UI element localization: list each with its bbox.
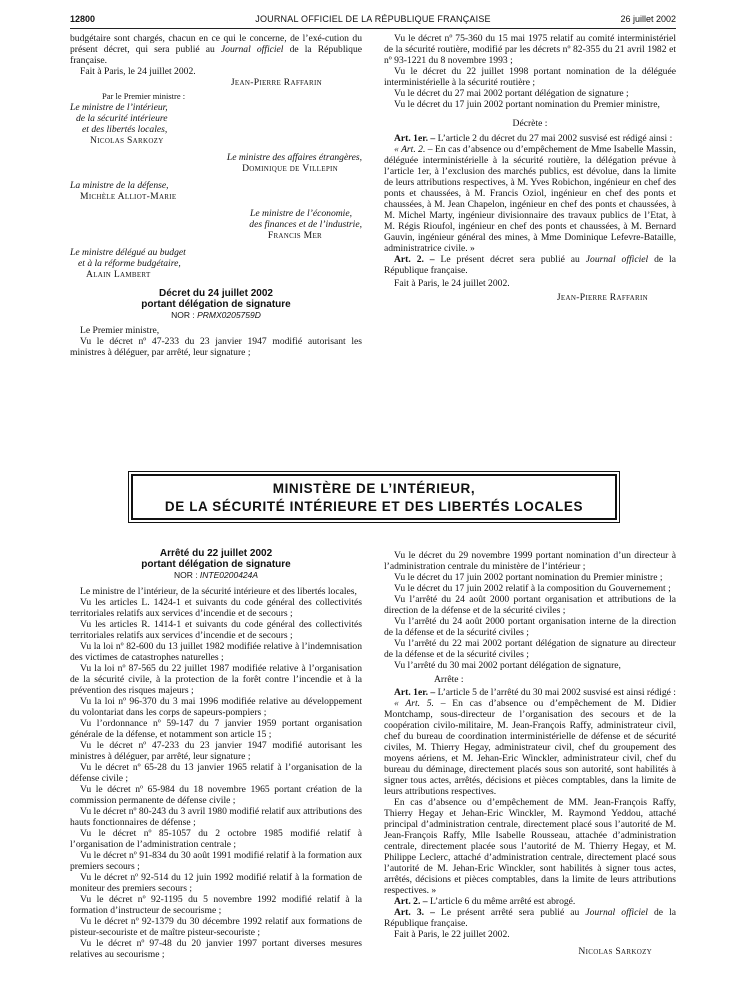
page-header — [70, 14, 676, 28]
bottom-right-column — [384, 550, 676, 957]
signature-villepin: Dominique de Villepin — [242, 163, 338, 174]
minister-interior-line1: Le ministre de l’intérieur, — [70, 102, 168, 113]
minister-economy-line1: Le ministre de l’économie, — [250, 208, 352, 219]
vu-decret-65-28: Vu le décret nº 65-28 du 13 janvier 1965 relatif à l’organisation de la défense civile ; — [70, 762, 362, 784]
issue-date: 26 juillet 2002 — [620, 14, 676, 24]
page-number: 12800 — [70, 14, 96, 24]
ministry-line1: MINISTÈRE DE L’INTÉRIEUR, — [272, 481, 476, 496]
vu-decret-29-novembre: Vu le décret du 29 novembre 1999 portant nomination d’un directeur à l’administration centrale du ministère de l’intérieur ; — [384, 550, 676, 572]
arrete-article-1: Art. 1er. – L’article 5 de l’arrêté du 30 mai 2002 susvisé est ainsi rédigé : — [394, 687, 676, 698]
minister-interior-line3: et des libertés locales, — [82, 124, 168, 135]
arrete-nor: NOR : INTE0200424A — [173, 570, 259, 580]
par-le-premier-ministre: Par le Premier ministre : — [102, 91, 186, 101]
vu-decret-91-834: Vu le décret nº 91-834 du 30 août 1991 modifié relatif à la formation aux premiers secours ; — [70, 850, 362, 872]
vu-decret-65-984: Vu le décret nº 65-984 du 18 novembre 1965 portant création de la commission permanente de défense civile ; — [70, 784, 362, 806]
signature-lambert: Alain Lambert — [86, 269, 151, 280]
ministry-banner — [131, 474, 617, 520]
vu-decret-92-514: Vu le décret nº 92-514 du 12 juin 1992 modifié relatif à la formation de moniteur des premiers secours ; — [70, 872, 362, 894]
minister-foreign-affairs: Le ministre des affaires étrangères, — [226, 152, 362, 163]
vu-decret-17-juin: Vu le décret du 17 juin 2002 portant nomination du Premier ministre, — [394, 99, 660, 110]
fait-line: Fait à Paris, le 24 juillet 2002. — [80, 66, 196, 77]
minister-defense: La ministre de la défense, — [70, 180, 169, 191]
arrete-article-5-quote: « Art. 5. – En cas d’absence ou d’empêchement de M. Didier Montchamp, sous-directeur de l’organisation des secours et de la coopération civilo-militaire, M. Jean-François Raffy, administrateur civil, chef du bureau de coordination interministérielle de défense et de sécurité civiles, M. Thierry Hegay, administrateur civil, chef du groupement des moyens aériens, et M. Jehan-Eric Winckler, administrateur civil, chef du bureau du déminage, directement placés sous son autorité, sont habilités à signer tous actes, arrêtés, décisions et pièces comptables, dans la limite de leurs attributions respectives. — [384, 698, 677, 797]
arrete-heading: Arrête : — [434, 674, 464, 685]
decret-title-line1: Décret du 24 juillet 2002 — [159, 288, 273, 299]
ministre-line: Le ministre de l’intérieur, de la sécurité intérieure et des libertés locales, — [80, 586, 357, 597]
arrete-title-line2: portant délégation de signature — [141, 559, 291, 570]
header-rule — [70, 28, 676, 29]
intro-paragraph: budgétaire sont chargés, chacun en ce qui le concerne, de l’exé-cution du présent décret, qui sera publié au Journal officiel de la République française. — [70, 33, 362, 66]
signature-sarkozy-arrete: Nicolas Sarkozy — [578, 946, 652, 957]
bottom-left-column — [70, 548, 362, 960]
vu-arrete-24-aout-organisation: Vu l’arrêté du 24 août 2000 portant organisation interne de la direction de la défense et de la sécurité civiles ; — [384, 616, 676, 638]
vu-decret-47-233: Vu le décret nº 47-233 du 23 janvier 1947 modifié autorisant les ministres à déléguer, par arrêté, leur signature ; — [70, 336, 362, 358]
decret-title-line2: portant délégation de signature — [141, 299, 291, 310]
decret-nor: NOR : PRMX0205759D — [171, 310, 261, 320]
signature-alliot-marie: Michèle Alliot-Marie — [80, 191, 177, 202]
vu-decret-92-1195: Vu le décret nº 92-1195 du 5 novembre 1992 modifié relatif à la formation d’instructeur de secourisme ; — [70, 894, 362, 916]
vu-decret-97-48: Vu le décret nº 97-48 du 20 janvier 1997 portant diverses mesures relatives au secourisme ; — [70, 938, 362, 960]
vu-articles-l-1424: Vu les articles L. 1424-1 et suivants du code général des collectivités territoriales relatifs aux services d’incendie et de secours ; — [70, 597, 362, 619]
signature-raffarin: Jean-Pierre Raffarin — [230, 77, 322, 88]
fait-line-right: Fait à Paris, le 24 juillet 2002. — [394, 278, 510, 289]
vu-decret-75-360: Vu le décret nº 75-360 du 15 mai 1975 relatif au comité interministériel de la sécurité routière, modifié par les décrets nº 82-355 du 21 avril 1982 et nº 93-1221 du 8 novembre 1993 ; — [384, 33, 676, 66]
top-right-column — [384, 33, 676, 303]
vu-ordonnance-59-147: Vu l’ordonnance nº 59-147 du 7 janvier 1959 portant organisation générale de la défense, et notamment son article 15 ; — [70, 718, 362, 740]
vu-decret-92-1379: Vu le décret nº 92-1379 du 30 décembre 1992 relatif aux formations de pisteur-secouriste et de maître pisteur-secouriste ; — [70, 916, 362, 938]
vu-decret-27-mai: Vu le décret du 27 mai 2002 portant délégation de signature ; — [394, 88, 629, 99]
signature-sarkozy: Nicolas Sarkozy — [90, 135, 164, 146]
minister-budget-line1: Le ministre délégué au budget — [70, 247, 186, 258]
minister-economy-line2: des finances et de l’industrie, — [249, 219, 362, 230]
vu-decret-1998: Vu le décret du 22 juillet 1998 portant nomination de la déléguée interministérielle à la sécurité routière ; — [384, 66, 676, 88]
arrete-article-3: Art. 3. – Le présent arrêté sera publié au Journal officiel de la République française. — [384, 907, 677, 929]
vu-decret-17-juin-composition: Vu le décret du 17 juin 2002 relatif à la composition du Gouvernement ; — [394, 583, 671, 594]
article-2-quote: « Art. 2. – En cas d’absence ou d’empêchement de Mme Isabelle Massin, déléguée interministérielle à la sécurité routière, la délégation prévue à l’article 1er, à l’exclusion des marchés publics, est dévolue, dans la limite de leurs attributions respectives, à M. Yves Robichon, ingénieur en chef des ponts et chaussées, à M. Francis Oziol, ingénieur en chef des ponts et chaussées, à M. Jean Chapelon, ingénieur en chef des ponts et chaussées, à M. Michel Marty, ingénieur divisionnaire des travaux publics de l’Etat, à M. Régis Rioufol, ingénieur en chef des ponts et chaussées, à M. Bernard Gauvin, ingénieur général des mines, à Mme Dominique Lefevre-Bataille, administratrice civile. » — [384, 144, 676, 254]
vu-arrete-22-mai: Vu l’arrêté du 22 mai 2002 portant délégation de signature au directeur de la défense et de la sécurité civiles ; — [384, 638, 676, 660]
article-1: Art. 1er. – L’article 2 du décret du 27 mai 2002 susvisé est rédigé ainsi : — [394, 133, 673, 144]
signature-mer: Francis Mer — [267, 230, 322, 241]
vu-decret-85-1057: Vu le décret nº 85-1057 du 2 octobre 1985 modifié relatif à l’organisation de l’administration centrale ; — [70, 828, 362, 850]
minister-budget-line2: et à la réforme budgétaire, — [78, 258, 181, 269]
decrete-heading: Décrète : — [512, 118, 548, 129]
journal-title: JOURNAL OFFICIEL DE LA RÉPUBLIQUE FRANÇAISE — [255, 14, 491, 24]
ministry-line2: DE LA SÉCURITÉ INTÉRIEURE ET DES LIBERTÉS LOCALES — [164, 499, 584, 514]
vu-loi-87-565: Vu la loi nº 87-565 du 22 juillet 1987 modifiée relative à l’organisation de la sécurité civile, à la protection de la forêt contre l’incendie et à la prévention des risques majeurs ; — [70, 663, 362, 696]
vu-decret-80-243: Vu le décret nº 80-243 du 3 avril 1980 modifié relatif aux attributions des hauts fonctionnaires de défense ; — [70, 806, 362, 828]
vu-decret-47-233: Vu le décret nº 47-233 du 23 janvier 1947 modifié autorisant les ministres à déléguer, par arrêté, leur signature ; — [70, 740, 362, 762]
arrete-article-2: Art. 2. – L’article 6 du même arrêté est abrogé. — [394, 896, 576, 907]
arrete-title-line1: Arrêté du 22 juillet 2002 — [159, 548, 273, 559]
vu-decret-17-juin-nomination: Vu le décret du 17 juin 2002 portant nomination du Premier ministre ; — [394, 572, 663, 583]
minister-interior-line2: de la sécurité intérieure — [76, 113, 168, 124]
fait-line-arrete: Fait à Paris, le 22 juillet 2002. — [394, 929, 510, 940]
vu-arrete-24-aout-attributions: Vu l’arrêté du 24 août 2000 portant organisation et attributions de la direction de la défense et de la sécurité civiles ; — [384, 594, 676, 616]
absence-paragraph: En cas d’absence ou d’empêchement de MM. Jean-François Raffy, Thierry Hegay et Jehan-Eric Winckler, M. Raymond Yeddou, attaché principal d’administration centrale, directement placé sous l’autorité de M. Jean-François Raffy, Mlle Isabelle Rousseau, attachée d’administration centrale, directement placée sous l’autorité de M. Thierry Hegay, et M. Philippe Leclerc, attaché d’administration centrale, directement placé sous l’autorité de M. Jehan-Eric Winckler, sont habilités à signer tous actes, arrêtés, décisions et pièces comptables, dans la limite de leurs attributions respectives. » — [384, 797, 676, 896]
article-2: Art. 2. – Le présent décret sera publié au Journal officiel de la République française. — [384, 254, 676, 276]
signature-raffarin-right: Jean-Pierre Raffarin — [556, 292, 648, 303]
vu-loi-82-600: Vu la loi nº 82-600 du 13 juillet 1982 modifiée relative à l’indemnisation des victimes de catastrophes naturelles ; — [70, 641, 362, 663]
vu-arrete-30-mai: Vu l’arrêté du 30 mai 2002 portant délégation de signature, — [394, 660, 621, 671]
premier-ministre-line: Le Premier ministre, — [80, 325, 160, 336]
vu-articles-r-1414: Vu les articles R. 1414-1 et suivants du code général des collectivités territoriales relatifs aux services d’incendie et de secours ; — [70, 619, 362, 641]
vu-loi-96-370: Vu la loi nº 96-370 du 3 mai 1996 modifiée relative au développement du volontariat dans les corps de sapeurs-pompiers ; — [70, 696, 362, 718]
top-left-column — [70, 33, 362, 358]
